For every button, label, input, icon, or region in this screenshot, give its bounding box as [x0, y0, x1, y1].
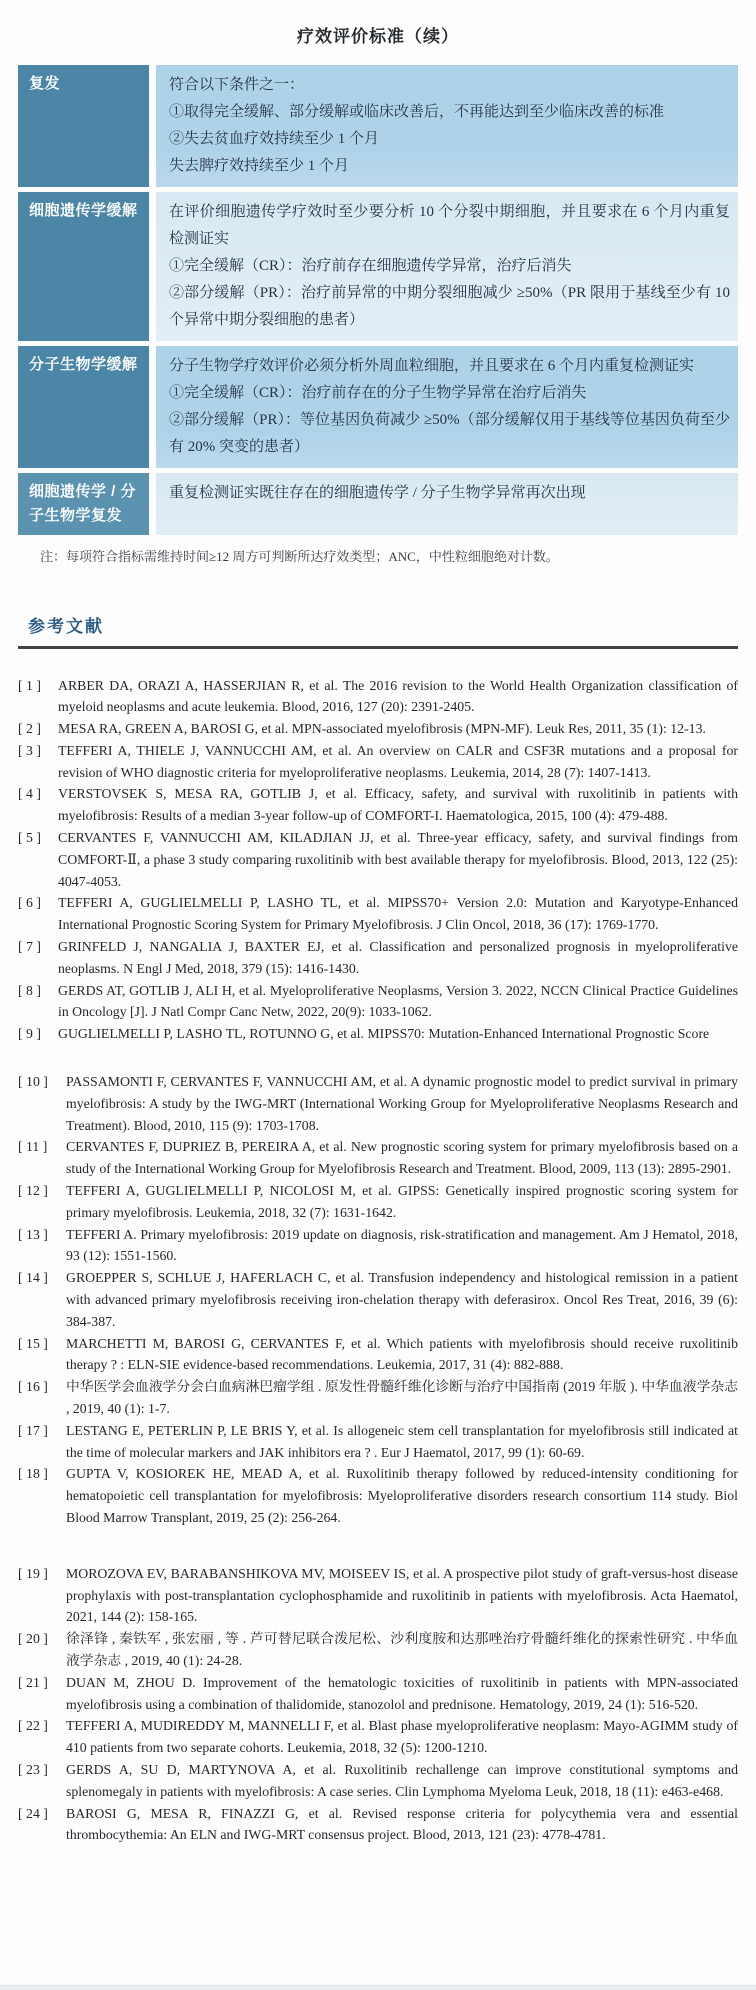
reference-text: PASSAMONTI F, CERVANTES F, VANNUCCHI AM, et al. A dynamic prognostic model to predict survival in primary myelofibrosis: A study by the IWG-MRT (International Working Group for Myeloproliferative Neoplasms Research and Treatment). Blood, 2010, 115 (9): 1703-1708. [66, 1074, 738, 1133]
reference-text: DUAN M, ZHOU D. Improvement of the hematologic toxicities of ruxolitinib in patients with MPN-associated myelofibrosis using a combination of thalidomide, stanozolol and prednisone. Hematology, 2019, 24 (1): 516-520. [66, 1674, 738, 1712]
page-bottom-edge [0, 1985, 756, 1990]
column-gap [149, 346, 156, 468]
reference-text: ARBER DA, ORAZI A, HASSERJIAN R, et al. The 2016 revision to the World Health Organization classification of myeloid neoplasms and acute leukemia. Blood, 2016, 127 (20): 2391-2405. [58, 677, 738, 715]
criteria-text-line: ①完全缓解（CR）：治疗前存在细胞遗传学异常，治疗后消失 [169, 258, 572, 274]
reference-group [18, 1071, 738, 1529]
reference-number: [ 15 ] [18, 1335, 48, 1351]
reference-item [18, 783, 738, 827]
reference-number: [ 14 ] [18, 1270, 48, 1286]
reference-text: CERVANTES F, DUPRIEZ B, PEREIRA A, et al. New prognostic scoring system for primary myelofibrosis based on a study of the International Working Group for Myelofibrosis Research and Treatment. Blood, 2009, 113 (13): 2895-2901. [66, 1139, 738, 1177]
reference-number: [ 19 ] [18, 1565, 48, 1581]
criteria-text-line: 重复检测证实既往存在的细胞遗传学 / 分子生物学异常再次出现 [169, 485, 586, 501]
reference-item [18, 1071, 738, 1136]
reference-text: GUGLIELMELLI P, LASHO TL, ROTUNNO G, et al. MIPSS70: Mutation-Enhanced International Prognostic Score [58, 1026, 710, 1042]
criteria-text-line: 符合以下条件之一： [169, 77, 305, 93]
criteria-row [18, 346, 738, 468]
reference-text: GERDS A, SU D, MARTYNOVA A, et al. Ruxolitinib rechallenge can improve constitutional symptoms and splenomegaly in patients with myelofibrosis: A case series. Clin Lymphoma Myeloma Leuk, 2018, 18 (11): e463-e468. [66, 1761, 738, 1799]
reference-number: [ 1 ] [18, 677, 41, 693]
reference-number: [ 8 ] [18, 982, 41, 998]
criteria-row-label: 细胞遗传学缓解 [18, 192, 149, 341]
reference-number: [ 2 ] [18, 721, 41, 737]
column-gap [149, 65, 156, 187]
reference-text: 徐泽锋 , 秦铁军 , 张宏丽 , 等 . 芦可替尼联合泼尼松、沙利度胺和达那唑治疗骨髓纤维化的探索性研究 . 中华血液学杂志 , 2019, 40 (1): 24-28. [66, 1631, 738, 1668]
reference-text: VERSTOVSEK S, MESA RA, GOTLIB J, et al. Efficacy, safety, and survival with ruxolitinib in patients with myelofibrosis: Results of a median 3-year follow-up of COMFORT-I. Haematologica, 2015, 100 (4): 479-488. [58, 786, 738, 824]
reference-text: BAROSI G, MESA R, FINAZZI G, et al. Revised response criteria for polycythemia vera and essential thrombocythemia: An ELN and IWG-MRT consensus project. Blood, 2013, 121 (23): 4778-4781. [66, 1805, 738, 1843]
criteria-text-line: 失去脾疗效持续至少 1 个月 [169, 158, 350, 174]
reference-group [18, 675, 738, 1046]
criteria-row [18, 192, 738, 341]
reference-number: [ 12 ] [18, 1183, 48, 1199]
references-heading: 参考文献 [28, 617, 104, 636]
reference-text: GROEPPER S, SCHLUE J, HAFERLACH C, et al. Transfusion independency and histological remission in a patient with advanced primary myelofibrosis receiving iron-chelation therapy with deferasirox. Oncol Res Treat, 2016, 39 (6): 384-387. [66, 1270, 738, 1329]
reference-item [18, 980, 738, 1024]
reference-text: 中华医学会血液学分会白血病淋巴瘤学组 . 原发性骨髓纤维化诊断与治疗中国指南 (2019 年版 ). 中华血液学杂志 , 2019, 40 (1): 1-7. [66, 1379, 738, 1416]
references-heading-rule [18, 646, 738, 649]
reference-number: [ 6 ] [18, 895, 41, 911]
reference-text: GERDS AT, GOTLIB J, ALI H, et al. Myeloproliferative Neoplasms, Version 3. 2022, NCCN Clinical Practice Guidelines in Oncology [J]. J Natl Compr Canc Netw, 2022, 20(9): 1033-1062. [58, 982, 738, 1020]
criteria-text-line: ②部分缓解（PR）：治疗前异常的中期分裂细胞减少 ≥50%（PR 限用于基线至少有 10 个异常中期分裂细胞的患者） [169, 285, 730, 328]
reference-text: TEFFERI A, MUDIREDDY M, MANNELLI F, et al. Blast phase myeloproliferative neoplasm: Mayo-AGIMM study of 410 patients from two separate cohorts. Leukemia, 2018, 32 (5): 1200-1210. [66, 1718, 738, 1756]
reference-list [18, 675, 738, 1847]
reference-text: GUPTA V, KOSIOREK HE, MEAD A, et al. Ruxolitinib therapy followed by reduced-intensity conditioning for hematopoietic cell transplantation for myelofibrosis: Myeloproliferative disorders research consortium 114 study. Biol Blood Marrow Transplant, 2019, 25 (2): 256-264. [66, 1466, 738, 1525]
reference-item [18, 1715, 738, 1759]
reference-item [18, 1628, 738, 1672]
reference-text: TEFFERI A. Primary myelofibrosis: 2019 update on diagnosis, risk-stratification and management. Am J Hematol, 2018, 93 (12): 1551-1560. [66, 1226, 738, 1264]
table-note: 注：每项符合指标需维持时间≥12 周方可判断所达疗效类型；ANC，中性粒细胞绝对计数。 [40, 549, 559, 564]
reference-item [18, 1136, 738, 1180]
reference-text: TEFFERI A, THIELE J, VANNUCCHI AM, et al. An overview on CALR and CSF3R mutations and a proposal for revision of WHO diagnostic criteria for myeloproliferative neoplasms. Leukemia, 2014, 28 (7): 1407-1413. [58, 742, 738, 780]
reference-number: [ 20 ] [18, 1631, 48, 1647]
criteria-text-line: 分子生物学疗效评价必须分析外周血粒细胞，并且要求在 6 个月内重复检测证实 [169, 358, 695, 374]
reference-text: GRINFELD J, NANGALIA J, BAXTER EJ, et al. Classification and personalized prognosis in myeloproliferative neoplasms. N Engl J Med, 2018, 379 (15): 1416-1430. [58, 939, 738, 976]
reference-number: [ 22 ] [18, 1718, 48, 1734]
column-gap [149, 192, 156, 341]
criteria-row [18, 473, 738, 535]
column-gap [149, 473, 156, 535]
criteria-text-line: ①完全缓解（CR）：治疗前存在的分子生物学异常在治疗后消失 [169, 385, 587, 401]
reference-number: [ 23 ] [18, 1761, 48, 1777]
reference-number: [ 16 ] [18, 1379, 48, 1395]
reference-number: [ 21 ] [18, 1674, 48, 1690]
reference-number: [ 18 ] [18, 1466, 48, 1482]
reference-item [18, 1023, 738, 1045]
page-title: 疗效评价标准（续） [297, 27, 459, 46]
criteria-row-label: 细胞遗传学 / 分子生物学复发 [18, 473, 149, 535]
reference-item [18, 1224, 738, 1268]
reference-item [18, 1333, 738, 1377]
criteria-row-content [156, 473, 738, 535]
reference-number: [ 9 ] [18, 1026, 41, 1042]
reference-item [18, 1420, 738, 1464]
criteria-text-line: ①取得完全缓解、部分缓解或临床改善后，不再能达到至少临床改善的标准 [169, 104, 665, 120]
reference-item [18, 1180, 738, 1224]
reference-number: [ 10 ] [18, 1074, 48, 1090]
reference-text: MOROZOVA EV, BARABANSHIKOVA MV, MOISEEV IS, et al. A prospective pilot study of graft-versus-host disease prophylaxis with post-transplantation cyclophosphamide and ruxolitinib in patients with myelofibrosis. Acta Haematol, 2021, 144 (2): 158-165. [66, 1565, 738, 1625]
reference-text: TEFFERI A, GUGLIELMELLI P, NICOLOSI M, et al. GIPSS: Genetically inspired prognostic scoring system for primary myelofibrosis. Leukemia, 2018, 32 (7): 1631-1642. [66, 1183, 738, 1220]
reference-number: [ 17 ] [18, 1422, 48, 1438]
reference-item [18, 718, 738, 740]
criteria-row-content [156, 65, 738, 187]
reference-item [18, 892, 738, 936]
reference-text: TEFFERI A, GUGLIELMELLI P, LASHO TL, et al. MIPSS70+ Version 2.0: Mutation and Karyotype-Enhanced International Prognostic Scoring System for Primary Myelofibrosis. J Clin Oncol, 2018, 36 (17): 1769-1770. [58, 895, 738, 933]
criteria-row-label: 分子生物学缓解 [18, 346, 149, 468]
reference-text: LESTANG E, PETERLIN P, LE BRIS Y, et al. Is allogeneic stem cell transplantation for myelofibrosis still indicated at the time of molecular markers and JAK inhibitors era ? . Eur J Haematol, 2017, 99 (1): 60-69. [66, 1422, 738, 1460]
reference-number: [ 4 ] [18, 786, 41, 802]
reference-item [18, 1803, 738, 1847]
reference-item [18, 1759, 738, 1803]
reference-item [18, 1376, 738, 1420]
reference-item [18, 936, 738, 980]
reference-text: MESA RA, GREEN A, BAROSI G, et al. MPN-associated myelofibrosis (MPN-MF). Leuk Res, 2011, 35 (1): 12-13. [58, 721, 706, 737]
reference-text: MARCHETTI M, BAROSI G, CERVANTES F, et al. Which patients with myelofibrosis should receive ruxolitinib therapy ? : ELN-SIE evidence-based recommendations. Leukemia, 2017, 31 (4): 882-888. [66, 1335, 738, 1373]
reference-item [18, 740, 738, 784]
criteria-row-label: 复发 [18, 65, 149, 187]
reference-number: [ 24 ] [18, 1805, 48, 1821]
reference-number: [ 7 ] [18, 939, 41, 955]
criteria-text-line: 在评价细胞遗传学疗效时至少要分析 10 个分裂中期细胞，并且要求在 6 个月内重复检测证实 [169, 204, 730, 247]
criteria-row-content [156, 346, 738, 468]
reference-number: [ 11 ] [18, 1139, 48, 1155]
reference-item [18, 1563, 738, 1628]
efficacy-criteria-table [18, 65, 738, 535]
reference-item [18, 675, 738, 719]
criteria-row [18, 65, 738, 187]
criteria-row-content [156, 192, 738, 341]
criteria-text-line: ②失去贫血疗效持续至少 1 个月 [169, 131, 380, 147]
criteria-text-line: ②部分缓解（PR）：等位基因负荷减少 ≥50%（部分缓解仅用于基线等位基因负荷至少有 20% 突变的患者） [169, 412, 730, 455]
reference-number: [ 13 ] [18, 1226, 48, 1242]
reference-item [18, 827, 738, 892]
reference-text: CERVANTES F, VANNUCCHI AM, KILADJIAN JJ, et al. Three-year efficacy, safety, and survival findings from COMFORT-Ⅱ, a phase 3 study comparing ruxolitinib with best available therapy for myelofibrosis. Blood, 2013, 122 (25): 4047-4053. [58, 830, 738, 889]
reference-item [18, 1672, 738, 1716]
reference-item [18, 1463, 738, 1528]
reference-group [18, 1563, 738, 1846]
reference-item [18, 1267, 738, 1332]
reference-number: [ 5 ] [18, 830, 41, 846]
reference-number: [ 3 ] [18, 742, 41, 758]
